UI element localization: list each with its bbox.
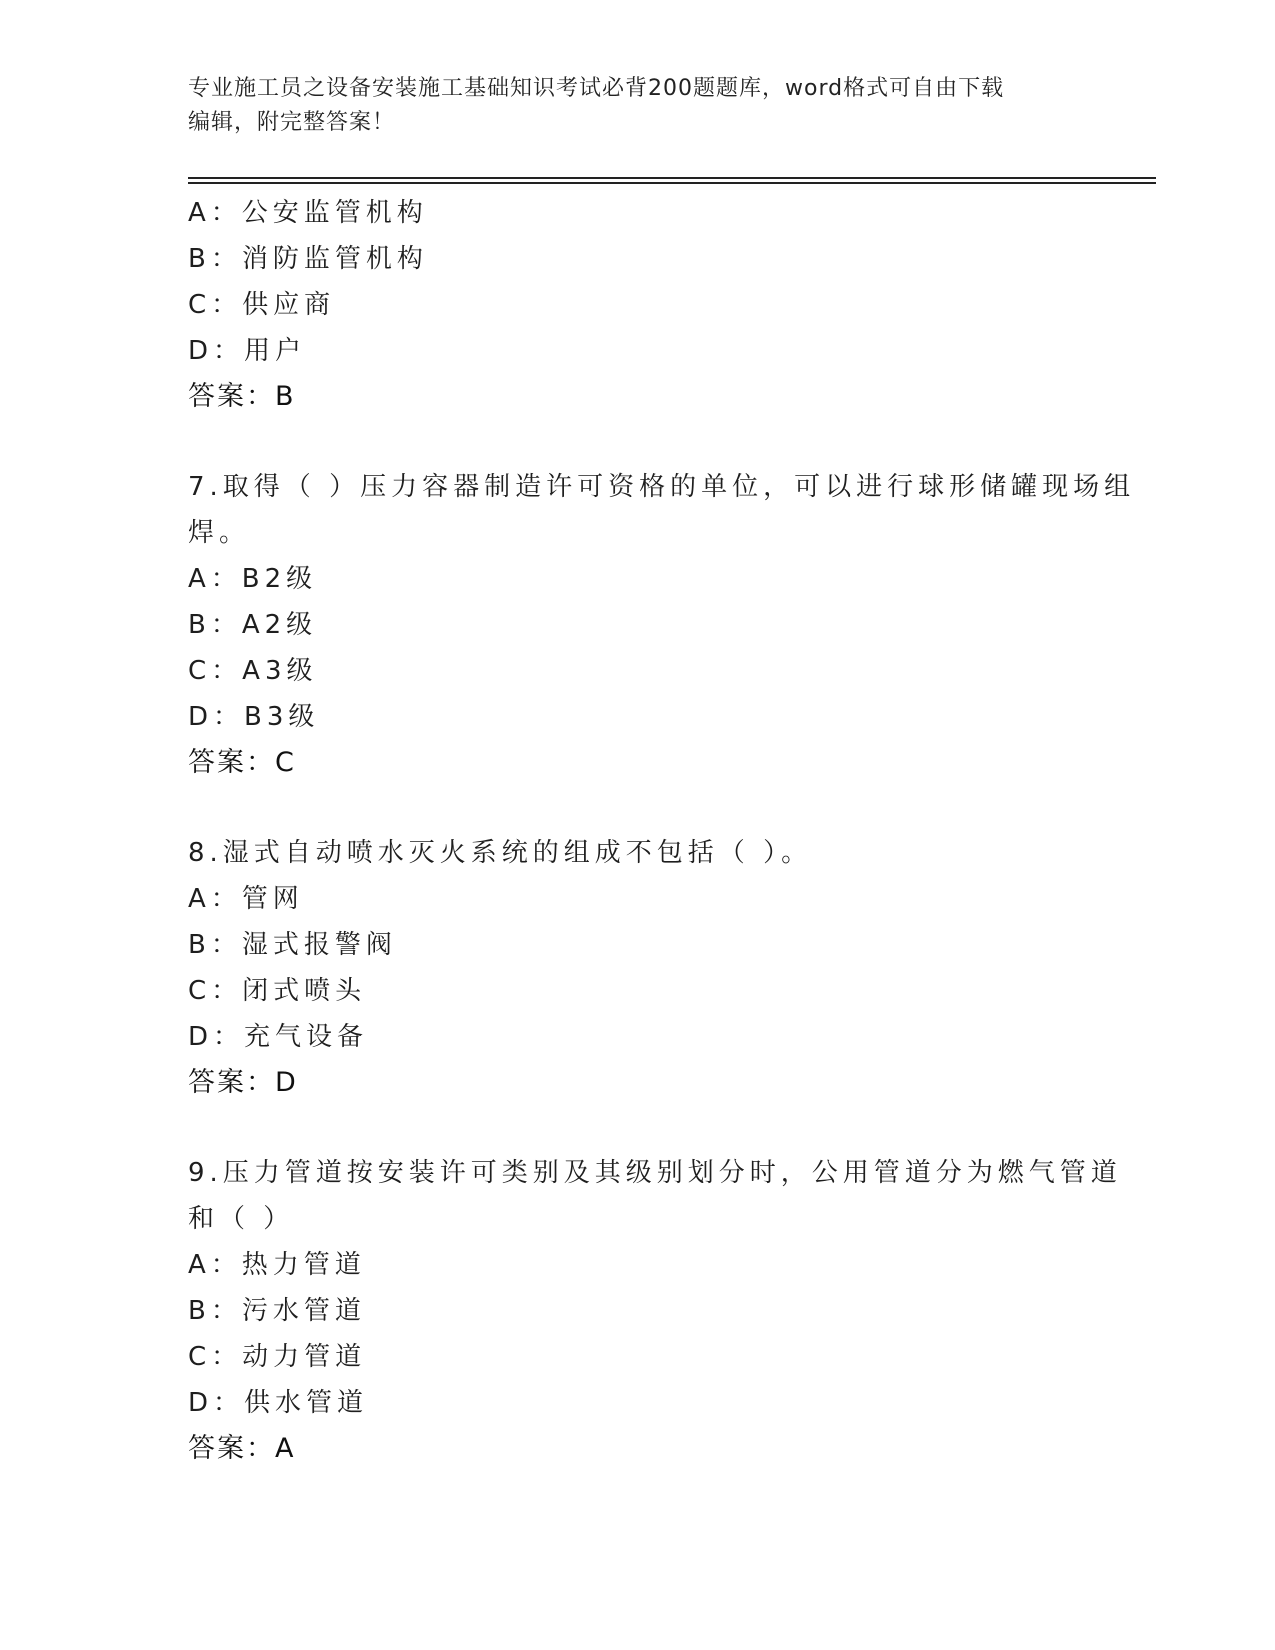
spacer <box>188 786 1088 830</box>
question-8 <box>188 830 1088 1106</box>
option-c: C：A3级 <box>188 656 318 686</box>
option-b: B：A2级 <box>188 610 318 640</box>
question-stem-line-1: 8.湿式自动喷水灭火系统的组成不包括（ ）。 <box>188 838 813 868</box>
question-stem-line-2: 和（ ） <box>188 1204 295 1234</box>
question-stem-line-1: 9.压力管道按安装许可类别及其级别划分时，公用管道分为燃气管道 <box>188 1158 1122 1188</box>
header-divider-top <box>188 177 1156 179</box>
header-title-line-1: 专业施工员之设备安装施工基础知识考试必背200题题库，word格式可自由下载 <box>188 76 1005 101</box>
option-b: B：湿式报警阀 <box>188 930 397 960</box>
question-stem-line-1: 7.取得（ ）压力容器制造许可资格的单位，可以进行球形储罐现场组 <box>188 472 1136 502</box>
option-a: A：管网 <box>188 884 304 914</box>
question-list <box>188 190 1136 1472</box>
header-divider-bottom <box>188 182 1156 184</box>
option-d: D：充气设备 <box>188 1022 369 1052</box>
answer: 答案：D <box>188 1067 298 1098</box>
option-c: C：闭式喷头 <box>188 976 367 1006</box>
option-d: D：B3级 <box>188 702 320 732</box>
spacer <box>188 420 1088 464</box>
answer: 答案：A <box>188 1433 296 1464</box>
option-a: A：公安监管机构 <box>188 198 428 228</box>
question-7 <box>188 464 1136 786</box>
spacer <box>188 1106 1088 1150</box>
option-b: B：污水管道 <box>188 1296 366 1326</box>
option-d: D：供水管道 <box>188 1388 369 1418</box>
answer: 答案：B <box>188 381 296 412</box>
question-6 <box>188 190 1088 420</box>
option-b: B：消防监管机构 <box>188 244 428 274</box>
option-c: C：动力管道 <box>188 1342 367 1372</box>
option-a: A：热力管道 <box>188 1250 366 1280</box>
answer: 答案：C <box>188 747 296 778</box>
question-stem-line-2: 焊。 <box>188 518 251 548</box>
question-9 <box>188 1150 1122 1472</box>
option-a: A：B2级 <box>188 564 318 594</box>
option-d: D：用户 <box>188 336 307 366</box>
header-title-line-2: 编辑，附完整答案！ <box>188 110 396 135</box>
option-c: C：供应商 <box>188 290 336 320</box>
page-header <box>188 72 1088 140</box>
